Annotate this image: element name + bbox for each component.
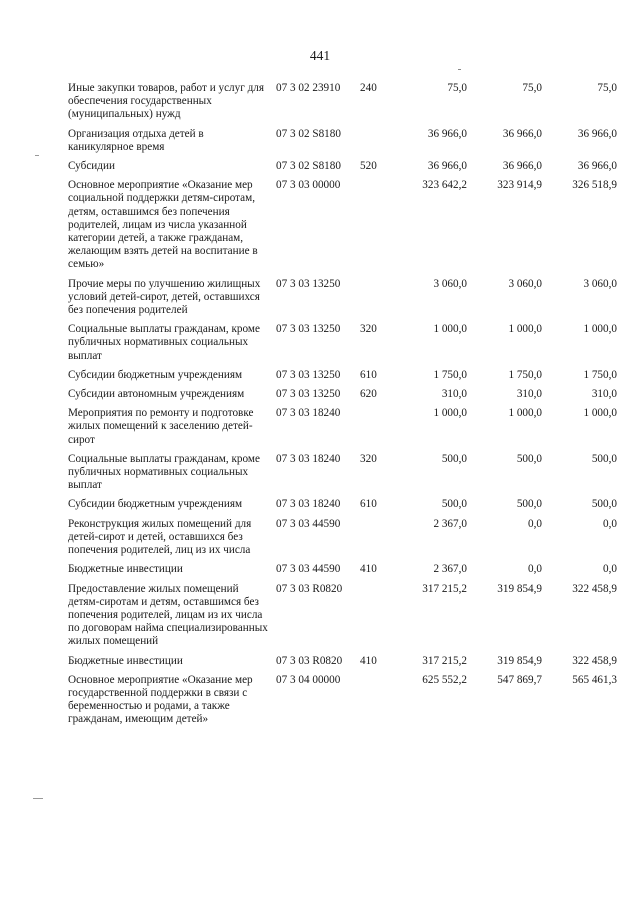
table-row — [68, 369, 617, 388]
row-value-year-2: 547 869,7 — [497, 673, 542, 686]
row-expense-type: 520 — [360, 160, 377, 173]
row-value-year-2: 500,0 — [516, 498, 542, 511]
row-code: 07 3 03 R0820 — [276, 582, 343, 595]
row-name: Социальные выплаты гражданам, кроме публичных нормативных социальных выплат — [68, 452, 260, 492]
row-value-year-1: 75,0 — [447, 82, 467, 94]
row-code: 07 3 03 18240 — [276, 498, 341, 511]
row-value-year-3: 0,0 — [603, 517, 617, 530]
row-value-year-1: 2 367,0 — [433, 517, 467, 530]
row-expense-type — [360, 278, 392, 324]
row-value-year-1: 1 750,0 — [433, 368, 467, 381]
scan-speck — [33, 798, 43, 799]
row-code: 07 3 03 13250 — [276, 323, 341, 336]
row-value-year-3: 310,0 — [591, 388, 617, 401]
row-value-year-2: 1 000,0 — [508, 323, 542, 336]
row-value-year-2: 1 000,0 — [508, 407, 542, 420]
row-expense-type — [360, 128, 392, 160]
row-name: Бюджетные инвестиции — [68, 563, 183, 576]
table-row — [68, 498, 617, 517]
row-value-year-1: 2 367,0 — [433, 563, 467, 576]
row-name: Основное мероприятие «Оказание мер государственной поддержки в связи с беременностью и родами, а также гражданам, имеющим детей» — [68, 673, 253, 726]
row-value-year-3: 500,0 — [591, 452, 617, 465]
row-expense-type — [360, 518, 392, 564]
table-row — [68, 160, 617, 179]
row-value-year-2: 36 966,0 — [502, 160, 542, 173]
table-row — [68, 128, 617, 160]
row-code: 07 3 03 00000 — [276, 179, 341, 192]
row-value-year-1: 36 966,0 — [427, 127, 467, 140]
table-row — [68, 655, 617, 674]
row-code: 07 3 03 44590 — [276, 517, 341, 530]
row-value-year-1: 500,0 — [441, 452, 467, 465]
row-name: Социальные выплаты гражданам, кроме публичных нормативных социальных выплат — [68, 323, 260, 362]
row-code: 07 3 03 13250 — [276, 388, 341, 401]
row-value-year-2: 500,0 — [516, 452, 542, 465]
row-value-year-1: 1 000,0 — [433, 407, 467, 420]
row-name: Субсидии — [68, 160, 115, 173]
row-expense-type: 240 — [360, 82, 377, 94]
row-value-year-3: 0,0 — [603, 563, 617, 576]
row-value-year-2: 0,0 — [528, 563, 542, 576]
row-expense-type — [360, 583, 392, 655]
table-row — [68, 674, 617, 733]
row-name: Бюджетные инвестиции — [68, 654, 183, 667]
row-code: 07 3 03 13250 — [276, 277, 341, 290]
row-value-year-2: 3 060,0 — [508, 277, 542, 290]
table-row — [68, 323, 617, 369]
row-code: 07 3 03 44590 — [276, 563, 341, 576]
row-value-year-2: 323 914,9 — [497, 179, 542, 192]
row-value-year-1: 625 552,2 — [422, 673, 467, 686]
table-row — [68, 388, 617, 407]
page-number: 441 — [309, 48, 331, 63]
row-value-year-3: 1 000,0 — [583, 323, 617, 336]
row-value-year-2: 319 854,9 — [497, 582, 542, 595]
row-name: Мероприятия по ремонту и подготовке жилых помещений к заселению детей-сирот — [68, 407, 254, 446]
row-name: Реконструкция жилых помещений для детей-сирот и детей, оставшихся без попечения родителей, лиц из их числа — [68, 517, 252, 557]
row-expense-type: 320 — [360, 323, 377, 336]
row-expense-type: 320 — [360, 452, 377, 465]
row-name: Субсидии бюджетным учреждениям — [68, 368, 243, 381]
row-code: 07 3 03 R0820 — [276, 654, 343, 667]
row-name: Организация отдыха детей в каникулярное время — [68, 127, 204, 153]
table-row — [68, 518, 617, 564]
row-name: Субсидии бюджетным учреждениям — [68, 498, 243, 511]
table-row — [68, 583, 617, 655]
table-row — [68, 179, 617, 277]
row-value-year-1: 317 215,2 — [422, 582, 467, 595]
row-expense-type: 410 — [360, 654, 377, 667]
row-value-year-2: 75,0 — [522, 82, 542, 94]
scan-speck — [35, 155, 39, 156]
row-name: Прочие меры по улучшению жилищных условий детей-сирот, детей, оставшихся без попечения родителей — [68, 277, 261, 317]
row-name: Субсидии автономным учреждениям — [68, 388, 245, 401]
row-value-year-3: 36 966,0 — [577, 127, 617, 140]
row-value-year-1: 323 642,2 — [422, 179, 467, 192]
row-value-year-3: 326 518,9 — [572, 179, 617, 192]
row-value-year-1: 3 060,0 — [433, 277, 467, 290]
row-name: Предоставление жилых помещений детям-сиротам и детям, оставшимся без попечения родителей, лицам из их числа по договорам найма специализированных жилых помещений — [68, 582, 268, 648]
row-code: 07 3 03 18240 — [276, 452, 341, 465]
row-value-year-1: 500,0 — [441, 498, 467, 511]
row-value-year-3: 75,0 — [597, 82, 617, 94]
row-expense-type — [360, 674, 392, 733]
row-value-year-3: 36 966,0 — [577, 160, 617, 173]
row-value-year-1: 1 000,0 — [433, 323, 467, 336]
scan-speck — [458, 69, 461, 70]
row-value-year-2: 310,0 — [516, 388, 542, 401]
row-expense-type: 610 — [360, 498, 377, 511]
row-name: Иные закупки товаров, работ и услуг для обеспечения государственных (муниципальных) нужд — [68, 82, 265, 121]
table-row — [68, 563, 617, 582]
row-value-year-2: 1 750,0 — [508, 368, 542, 381]
row-value-year-3: 1 000,0 — [583, 407, 617, 420]
row-expense-type: 410 — [360, 563, 377, 576]
row-expense-type — [360, 407, 392, 453]
row-value-year-2: 0,0 — [528, 517, 542, 530]
table-row — [68, 82, 617, 128]
table-row — [68, 278, 617, 324]
row-value-year-1: 310,0 — [441, 388, 467, 401]
row-name: Основное мероприятие «Оказание мер социальной поддержки детям-сиротам, детям, оставшимся без попечения родителей, лицам из числа указанной категории детей, а также гражданам, желающим взять детей на воспитание в семью» — [68, 179, 258, 271]
row-value-year-1: 36 966,0 — [427, 160, 467, 173]
row-value-year-3: 500,0 — [591, 498, 617, 511]
budget-table — [68, 82, 617, 733]
row-code: 07 3 02 23910 — [276, 82, 341, 94]
row-code: 07 3 02 S8180 — [276, 127, 341, 140]
row-code: 07 3 02 S8180 — [276, 160, 341, 173]
row-value-year-3: 322 458,9 — [572, 582, 617, 595]
row-value-year-1: 317 215,2 — [422, 654, 467, 667]
row-value-year-3: 565 461,3 — [572, 673, 617, 686]
table-row — [68, 407, 617, 453]
table-row — [68, 453, 617, 499]
row-code: 07 3 04 00000 — [276, 673, 341, 686]
row-expense-type: 610 — [360, 368, 377, 381]
row-value-year-2: 36 966,0 — [502, 127, 542, 140]
row-expense-type — [360, 179, 392, 277]
row-value-year-3: 3 060,0 — [583, 277, 617, 290]
row-code: 07 3 03 13250 — [276, 368, 341, 381]
budget-table-body — [68, 82, 617, 733]
row-value-year-3: 322 458,9 — [572, 654, 617, 667]
row-value-year-2: 319 854,9 — [497, 654, 542, 667]
row-code: 07 3 03 18240 — [276, 407, 341, 420]
row-value-year-3: 1 750,0 — [583, 368, 617, 381]
row-expense-type: 620 — [360, 388, 377, 401]
